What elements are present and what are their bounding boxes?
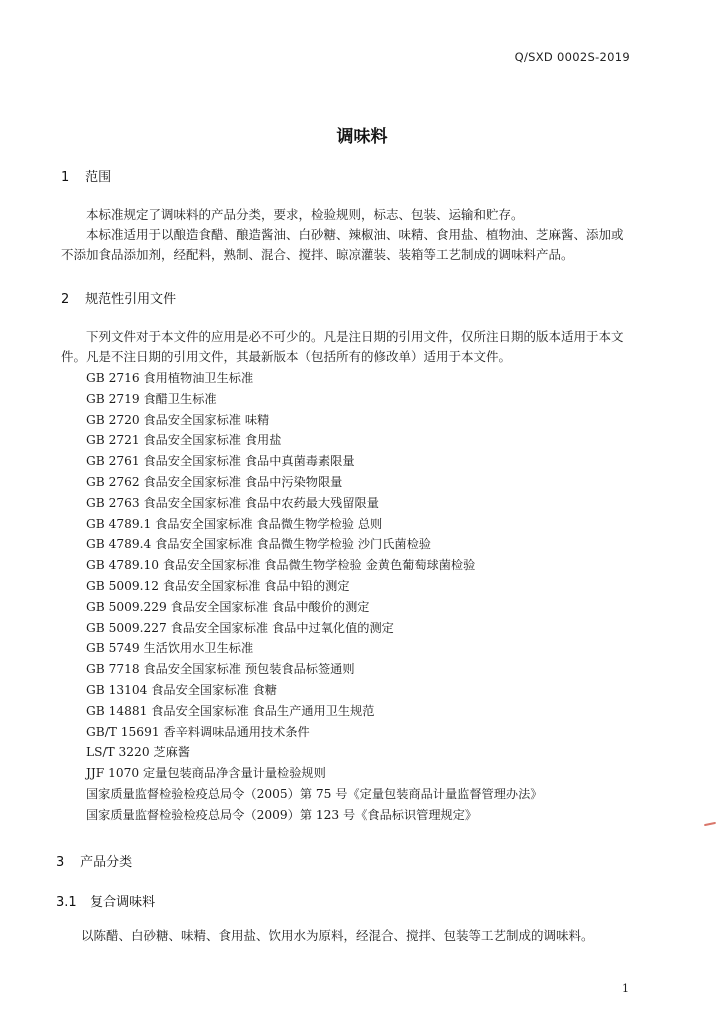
section-2-title: 规范性引用文件 bbox=[85, 292, 177, 307]
reference-item: GB 14881 食品安全国家标准 食品生产通用卫生规范 bbox=[86, 703, 375, 718]
reference-item: GB 13104 食品安全国家标准 食糖 bbox=[86, 682, 277, 697]
reference-item: JJF 1070 定量包装商品净含量计量检验规则 bbox=[86, 766, 326, 781]
reference-item: GB 2763 食品安全国家标准 食品中农药最大残留限量 bbox=[86, 495, 379, 510]
section-3-1-title: 复合调味料 bbox=[90, 895, 156, 910]
section-1-number: 1 bbox=[61, 170, 70, 185]
reference-item: GB 2721 食品安全国家标准 食用盐 bbox=[86, 433, 282, 448]
section-1-body bbox=[61, 205, 633, 265]
section-1-title: 范围 bbox=[85, 170, 112, 185]
reference-item: GB 4789.1 食品安全国家标准 食品微生物学检验 总则 bbox=[86, 516, 383, 531]
section-2-intro bbox=[61, 327, 633, 367]
reference-item: GB 7718 食品安全国家标准 预包装食品标签通则 bbox=[86, 662, 355, 677]
section-3-1-number: 3.1 bbox=[56, 895, 77, 910]
reference-item: GB 2719 食醋卫生标准 bbox=[86, 391, 217, 406]
reference-item: GB 4789.10 食品安全国家标准 食品微生物学检验 金黄色葡萄球菌检验 bbox=[86, 558, 476, 573]
reference-item: GB 5749 生活饮用水卫生标准 bbox=[86, 641, 254, 656]
reference-item: GB 5009.12 食品安全国家标准 食品中铅的测定 bbox=[86, 578, 350, 593]
scope-paragraph-1: 本标准规定了调味料的产品分类，要求，检验规则，标志、包装、运输和贮存。 bbox=[86, 207, 524, 222]
section-2-heading bbox=[61, 288, 176, 307]
section-2-number: 2 bbox=[61, 292, 70, 307]
compound-paragraph: 以陈醋、白砂糖、味精、食用盐、饮用水为原料，经混合、搅拌、包装等工艺制成的调味料。 bbox=[81, 928, 594, 943]
section-3-title: 产品分类 bbox=[80, 855, 133, 870]
reference-item: GB 2716 食用植物油卫生标准 bbox=[86, 371, 254, 385]
section-1-heading bbox=[61, 166, 111, 185]
reference-item: 国家质量监督检验检疫总局令（2009）第 123 号《食品标识管理规定》 bbox=[86, 807, 478, 822]
reference-item: GB 5009.227 食品安全国家标准 食品中过氧化值的测定 bbox=[86, 620, 394, 635]
page-number: 1 bbox=[622, 982, 629, 995]
reference-item: GB 4789.4 食品安全国家标准 食品微生物学检验 沙门氏菌检验 bbox=[86, 537, 431, 552]
refs-intro-paragraph: 下列文件对于本文件的应用是必不可少的。凡是注日期的引用文件，仅所注日期的版本适用于本文件。凡是不注日期的引用文件，其最新版本（包括所有的修改单）适用于本文件。 bbox=[61, 329, 624, 364]
reference-item: 国家质量监督检验检疫总局令（2005）第 75 号《定量包装商品计量监督管理办法》 bbox=[86, 786, 543, 801]
reference-item: GB 2762 食品安全国家标准 食品中污染物限量 bbox=[86, 474, 343, 489]
document-title: 调味料 bbox=[336, 127, 388, 147]
reference-list bbox=[86, 368, 542, 826]
standard-code: Q/SXD 0002S-2019 bbox=[514, 50, 630, 64]
reference-item: GB 2720 食品安全国家标准 味精 bbox=[86, 412, 270, 427]
reference-item: GB 5009.229 食品安全国家标准 食品中酸价的测定 bbox=[86, 599, 370, 614]
reference-item: GB 2761 食品安全国家标准 食品中真菌毒素限量 bbox=[86, 454, 355, 469]
reference-item: LS/T 3220 芝麻酱 bbox=[86, 745, 191, 760]
scope-paragraph-2: 本标准适用于以酿造食醋、酿造酱油、白砂糖、辣椒油、味精、食用盐、植物油、芝麻酱、添加或不添加食品添加剂，经配料，熟制、混合、搅拌、晾凉灌装、装箱等工艺制成的调味料产品。 bbox=[61, 227, 624, 262]
section-3-1-body bbox=[56, 926, 636, 946]
section-3-1-heading bbox=[56, 891, 155, 910]
section-3-number: 3 bbox=[56, 855, 65, 870]
reference-item: GB/T 15691 香辛料调味品通用技术条件 bbox=[86, 724, 310, 739]
section-3-heading bbox=[56, 851, 132, 870]
edge-mark bbox=[704, 822, 716, 826]
